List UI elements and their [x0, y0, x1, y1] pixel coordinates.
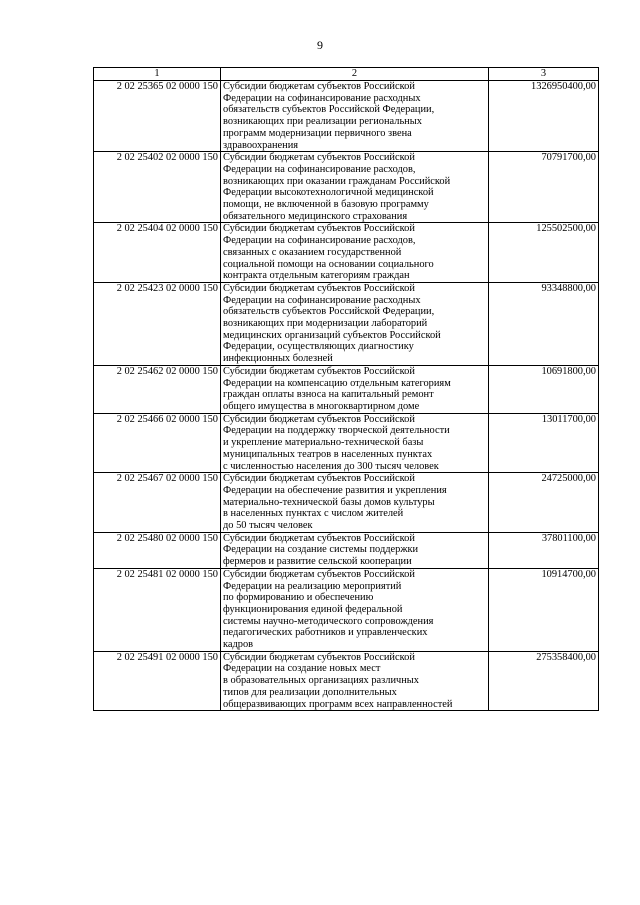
table-row [94, 651, 599, 711]
budget-code-cell: 2 02 25481 02 0000 150 [94, 568, 221, 651]
budget-code-cell: 2 02 25404 02 0000 150 [94, 223, 221, 283]
table-row [94, 81, 599, 152]
amount-cell: 70791700,00 [489, 152, 599, 223]
budget-code-cell: 2 02 25480 02 0000 150 [94, 532, 221, 568]
budget-code-cell: 2 02 25467 02 0000 150 [94, 473, 221, 533]
budget-code-cell: 2 02 25466 02 0000 150 [94, 413, 221, 473]
amount-cell: 24725000,00 [489, 473, 599, 533]
subsidy-name-cell: Субсидии бюджетам субъектов Российской Федерации на поддержку творческой деятельности и укрепление материально-технической базы муниципальных театров в населенных пунктах с численностью населения до 300 тысяч человек [221, 413, 489, 473]
subsidy-name-cell: Субсидии бюджетам субъектов Российской Федерации на софинансирование расходов, возникающих при оказании гражданам Российской Федерации высокотехнологичной медицинской помощи, не включенной в базовую программу обязательного медицинского страхования [221, 152, 489, 223]
table-row [94, 365, 599, 413]
subsidy-name-cell: Субсидии бюджетам субъектов Российской Федерации на софинансирование расходных обязательств субъектов Российской Федерации, возникающих при реализации региональных программ модернизации первичного звена здравоохранения [221, 81, 489, 152]
page-number: 9 [317, 38, 323, 52]
budget-code-cell: 2 02 25491 02 0000 150 [94, 651, 221, 711]
subsidy-name-cell: Субсидии бюджетам субъектов Российской Федерации на создание новых мест в образовательных организациях различных типов для реализации дополнительных общеразвивающих программ всех направленностей [221, 651, 489, 711]
amount-cell: 10691800,00 [489, 365, 599, 413]
amount-cell: 93348800,00 [489, 282, 599, 365]
budget-code-cell: 2 02 25423 02 0000 150 [94, 282, 221, 365]
table-row [94, 532, 599, 568]
column-header-2: 2 [221, 68, 489, 81]
budget-code-cell: 2 02 25402 02 0000 150 [94, 152, 221, 223]
subsidy-name-cell: Субсидии бюджетам субъектов Российской Федерации на компенсацию отдельным категориям граждан оплаты взноса на капитальный ремонт общего имущества в многоквартирном доме [221, 365, 489, 413]
amount-cell: 1326950400,00 [489, 81, 599, 152]
table-row [94, 282, 599, 365]
amount-cell: 275358400,00 [489, 651, 599, 711]
subsidy-name-cell: Субсидии бюджетам субъектов Российской Федерации на софинансирование расходов, связанных с оказанием государственной социальной помощи на основании социального контракта отдельным категориям граждан [221, 223, 489, 283]
table-header [94, 68, 599, 81]
header-row [94, 68, 599, 81]
table-row [94, 152, 599, 223]
budget-code-cell: 2 02 25365 02 0000 150 [94, 81, 221, 152]
table-body [94, 81, 599, 711]
budget-code-cell: 2 02 25462 02 0000 150 [94, 365, 221, 413]
amount-cell: 10914700,00 [489, 568, 599, 651]
budget-table [93, 67, 599, 711]
column-header-3: 3 [489, 68, 599, 81]
table-row [94, 223, 599, 283]
amount-cell: 13011700,00 [489, 413, 599, 473]
amount-cell: 125502500,00 [489, 223, 599, 283]
table-row [94, 568, 599, 651]
subsidy-name-cell: Субсидии бюджетам субъектов Российской Федерации на реализацию мероприятий по формированию и обеспечению функционирования единой федеральной системы научно-методического сопровождения педагогических работников и управленческих кадров [221, 568, 489, 651]
subsidy-name-cell: Субсидии бюджетам субъектов Российской Федерации на обеспечение развития и укрепления материально-технической базы домов культуры в населенных пунктах с числом жителей до 50 тысяч человек [221, 473, 489, 533]
amount-cell: 37801100,00 [489, 532, 599, 568]
subsidy-name-cell: Субсидии бюджетам субъектов Российской Федерации на создание системы поддержки фермеров и развитие сельской кооперации [221, 532, 489, 568]
table-row [94, 413, 599, 473]
subsidy-name-cell: Субсидии бюджетам субъектов Российской Федерации на софинансирование расходных обязательств субъектов Российской Федерации, возникающих при модернизации лабораторий медицинских организаций субъектов Российской Федерации, осуществляющих диагностику инфекционных болезней [221, 282, 489, 365]
table-row [94, 473, 599, 533]
column-header-1: 1 [94, 68, 221, 81]
